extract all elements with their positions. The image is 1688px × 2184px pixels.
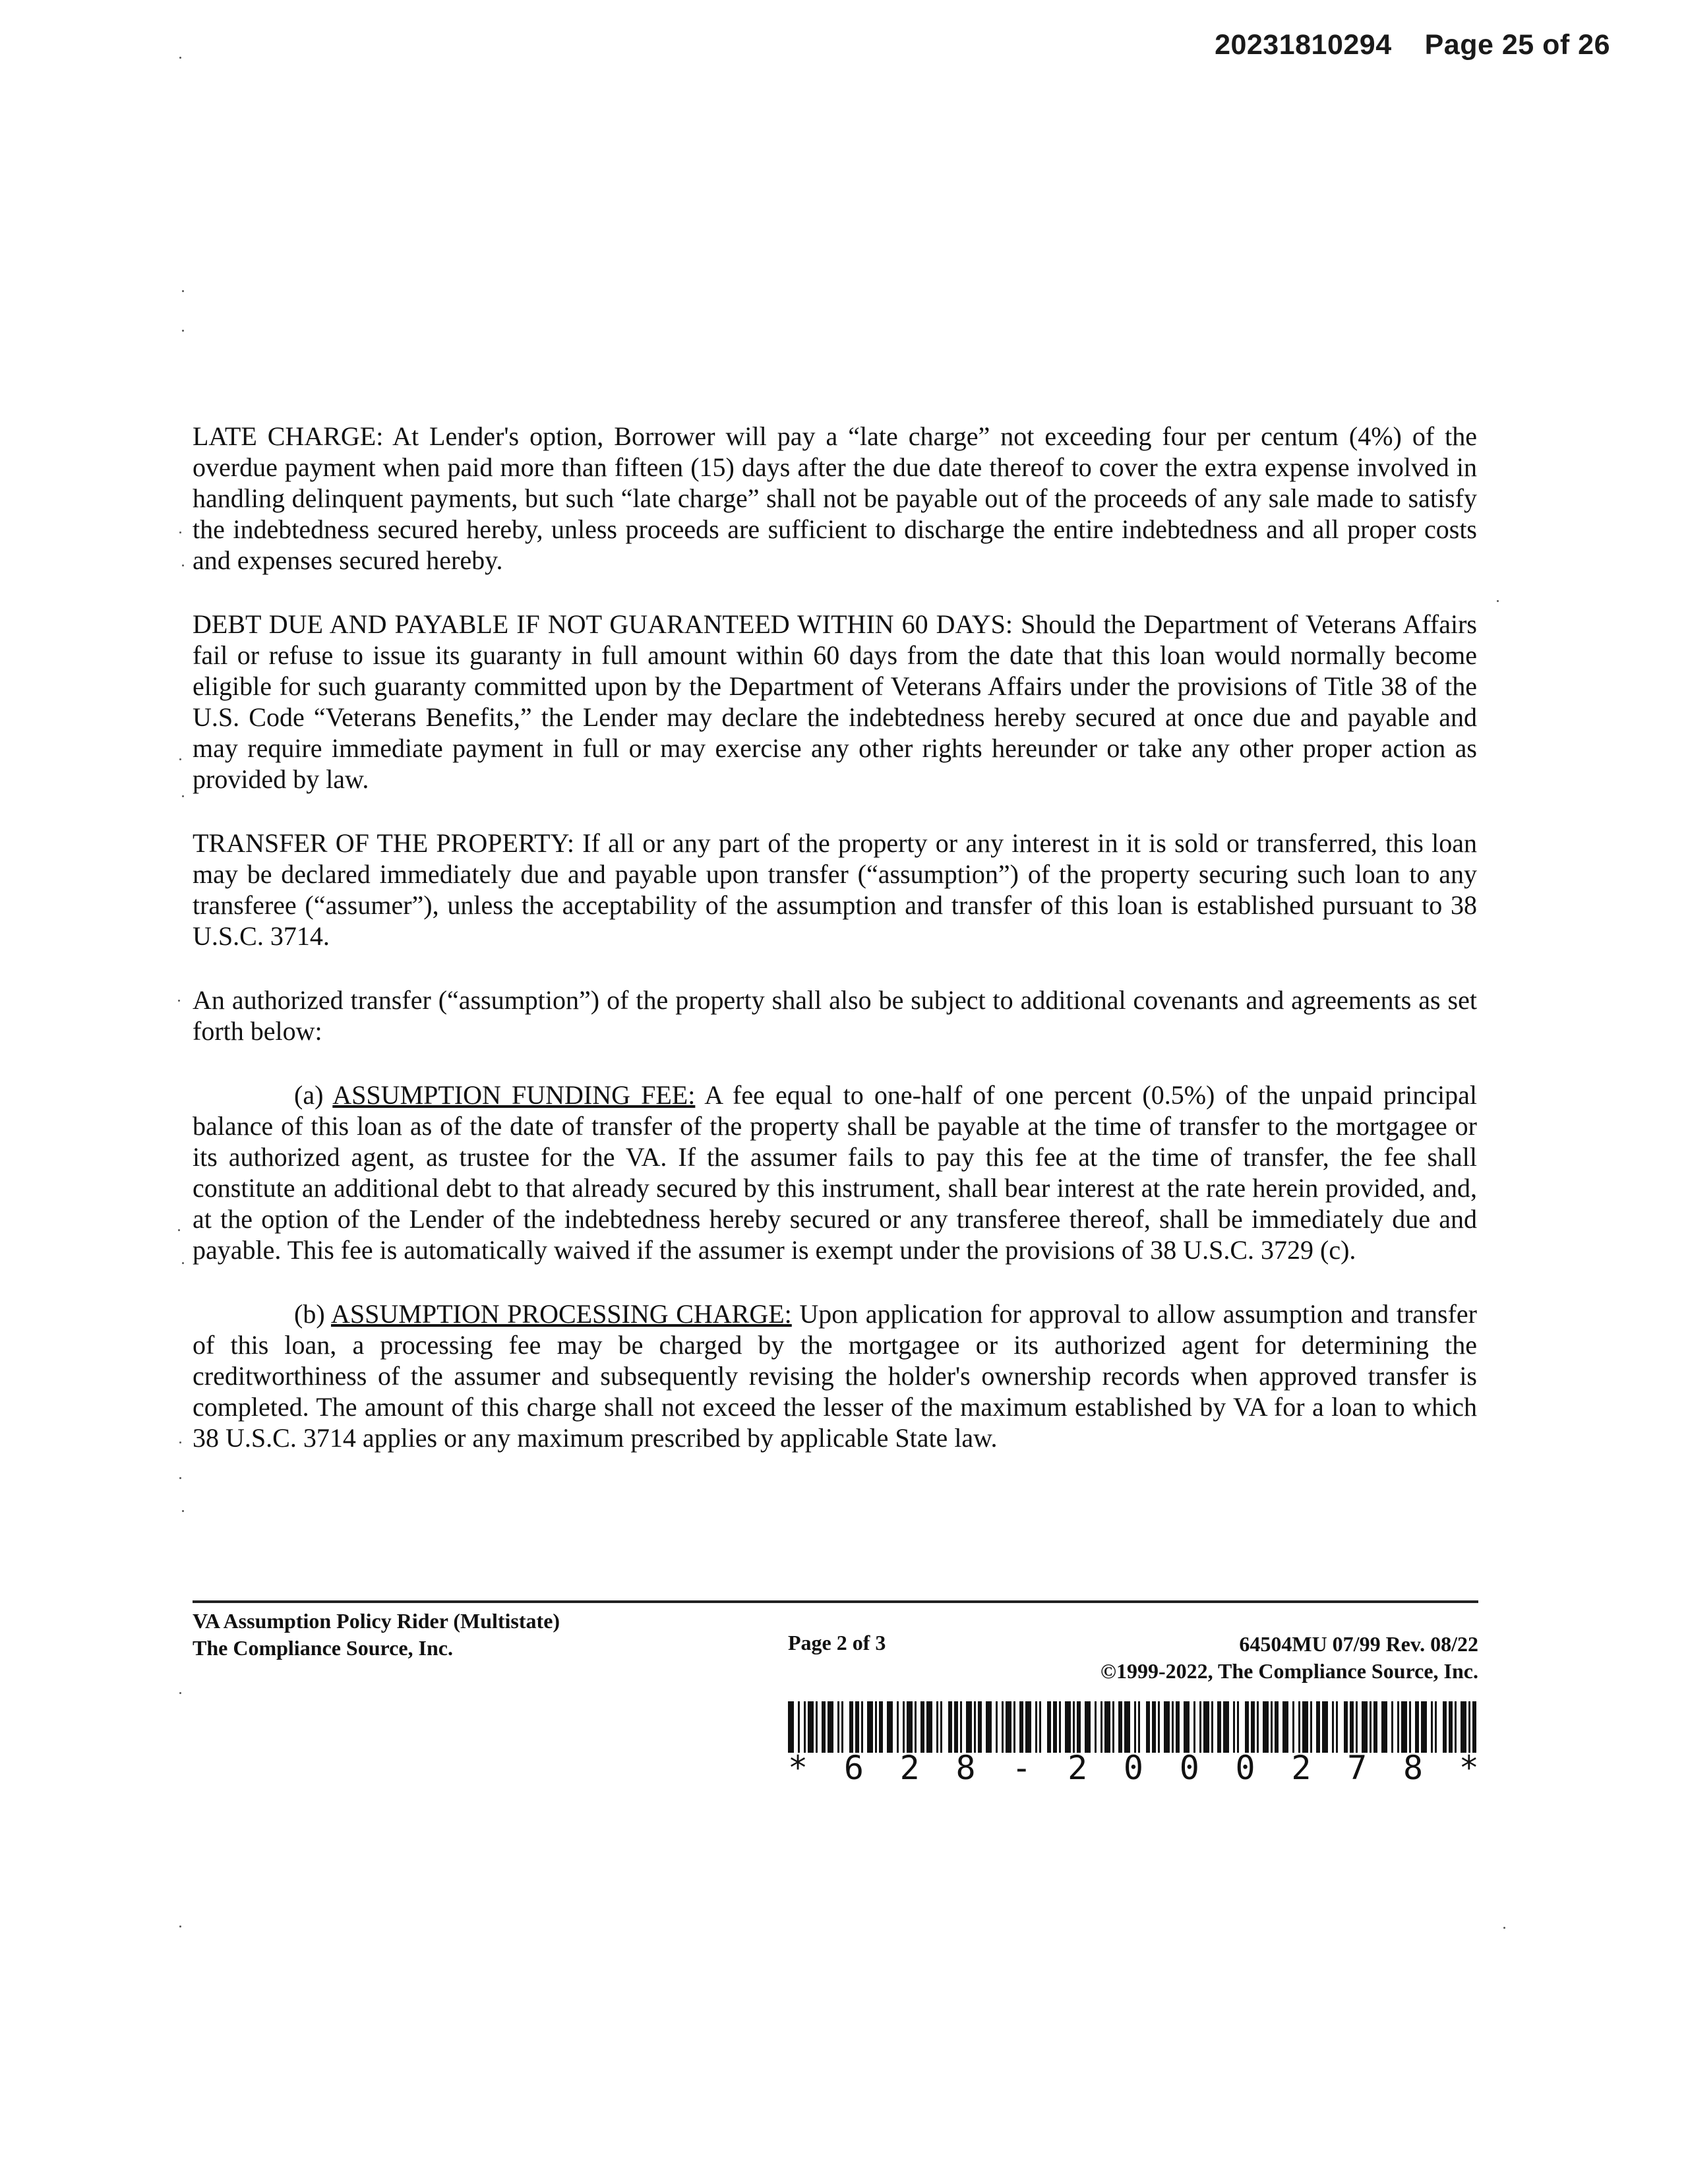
barcode-bar [1391, 1701, 1393, 1753]
footer-left [193, 1608, 560, 1662]
barcode-bar [1310, 1701, 1312, 1753]
scan-speck [1497, 600, 1499, 602]
footer-rule [193, 1600, 1478, 1603]
barcode-bar [1073, 1701, 1075, 1753]
barcode-bar [1112, 1701, 1114, 1753]
barcode-bar [1257, 1701, 1259, 1753]
barcode-bar [1039, 1701, 1041, 1753]
barcode-bar [1401, 1701, 1407, 1753]
barcode-bar [1356, 1701, 1358, 1753]
form-number: 64504MU 07/99 Rev. 08/22 [1239, 1632, 1478, 1656]
barcode-bar [1104, 1701, 1110, 1753]
authorized-transfer-paragraph: An authorized transfer (“assumption”) of the property shall also be subject to additional covenants and agreements as set forth below: [193, 985, 1477, 1046]
barcode-bar [1415, 1701, 1419, 1753]
barcode-bar [926, 1701, 932, 1753]
barcode-bar [861, 1701, 863, 1753]
barcode-bar [903, 1701, 905, 1753]
barcode-bar [1237, 1701, 1239, 1753]
barcode-bar [867, 1701, 873, 1753]
recording-number: 20231810294 [1215, 29, 1392, 61]
barcode-char: 8 [955, 1749, 976, 1787]
scan-speck [182, 330, 184, 332]
form-title: VA Assumption Policy Rider (Multistate) [193, 1609, 560, 1633]
barcode-bar [798, 1701, 800, 1753]
barcode-bar [1461, 1701, 1466, 1753]
barcode-bar [1065, 1701, 1071, 1753]
scan-speck [179, 1477, 181, 1479]
barcode-bar [948, 1701, 952, 1753]
barcode-bar [1362, 1701, 1368, 1753]
barcode-bar [1146, 1701, 1150, 1753]
barcode-bar [1292, 1701, 1294, 1753]
funding-fee-text: A fee equal to one-half of one percent (0.5%) of the unpaid principal balance of this loan as of the date of transfer of the property shall be payable at the time of transfer to the mortgagee or its authorized agent, as trustee for the VA. If the assumer fails to pay this fee at the time of transfer, the fee shall constitute an additional debt to that already secured by this instrument, shall bear interest at the rate herein provided, and, at the option of the Lender of the indebtedness hereby secured or any transferee thereof, shall be immediately due and payable. This fee is automatically waived if the assumer is exempt under the provisions of 38 U.S.C. 3729 (c). [193, 1080, 1477, 1265]
transfer-property-paragraph: TRANSFER OF THE PROPERTY: If all or any part of the property or any interest in it is sold or transferred, this loan may be declared immediately due and payable upon transfer (“assumption”) of the property securing such loan to any transferee (“assumer”), unless the acceptability of the assumption and transfer of this loan is established pursuant to 38 U.S.C. 3714. [193, 828, 1477, 951]
barcode-bar [1397, 1701, 1399, 1753]
scan-speck [179, 758, 181, 760]
barcode-char: 0 [1123, 1749, 1143, 1787]
barcode-bar [1431, 1701, 1433, 1753]
barcode-bar [879, 1701, 883, 1753]
barcode-bar [1134, 1701, 1136, 1753]
barcode-bar [1245, 1701, 1249, 1753]
barcode-bar [986, 1701, 992, 1753]
barcode-bar [954, 1701, 958, 1753]
barcode-bar [1199, 1701, 1201, 1753]
barcode-bar [855, 1701, 859, 1753]
scan-speck [182, 290, 184, 292]
barcode-bar [974, 1701, 976, 1753]
barcode-bar [1472, 1701, 1476, 1753]
barcode-bar [1158, 1701, 1160, 1753]
barcode-bar [920, 1701, 924, 1753]
barcode-bar [1381, 1701, 1387, 1753]
barcode-bar [1263, 1701, 1269, 1753]
barcode-bar [1373, 1701, 1377, 1753]
barcode-bar [1443, 1701, 1447, 1753]
barcode-bar [849, 1701, 853, 1753]
barcode-bar [1455, 1701, 1457, 1753]
barcode-bar [915, 1701, 917, 1753]
barcode-bar [1184, 1701, 1190, 1753]
barcode-bar [1053, 1701, 1057, 1753]
scan-speck [182, 564, 184, 566]
funding-fee-heading: ASSUMPTION FUNDING FEE: [332, 1080, 696, 1110]
barcode-char: 2 [1291, 1749, 1311, 1787]
late-charge-paragraph: LATE CHARGE: At Lender's option, Borrower will pay a “late charge” not exceeding four per centum (4%) of the overdue payment when paid more than fifteen (15) days after the due date thereof to cover the extra expense involved in handling delinquent payments, but such “late charge” shall not be payable out of the proceeds of any sale made to satisfy the indebtedness secured hereby, unless proceeds are sufficient to discharge the entire indebtedness and all proper costs and expenses secured hereby. [193, 421, 1477, 575]
barcode-bar [1124, 1701, 1130, 1753]
scan-speck [179, 1692, 181, 1694]
recording-header [1215, 29, 1610, 61]
barcode-bar [1350, 1701, 1354, 1753]
barcode-char: 0 [1235, 1749, 1255, 1787]
barcode-bar [1409, 1701, 1411, 1753]
barcode-bar [841, 1701, 843, 1753]
barcode-bar [996, 1701, 998, 1753]
processing-charge-heading: ASSUMPTION PROCESSING CHARGE: [330, 1299, 792, 1329]
barcode-char: 8 [1402, 1749, 1424, 1787]
barcode-bar [1152, 1701, 1156, 1753]
scan-speck [182, 1262, 184, 1264]
barcode-bar [1077, 1701, 1081, 1753]
barcode-bar [1002, 1701, 1004, 1753]
barcode-bar [1013, 1701, 1015, 1753]
barcode-char: * [788, 1749, 808, 1787]
document-body [193, 421, 1477, 1486]
barcode-bar [808, 1701, 814, 1753]
barcode-bar [1172, 1701, 1174, 1753]
barcode-bar [875, 1701, 877, 1753]
funding-fee-prefix: (a) [294, 1080, 333, 1110]
barcode-bar [1217, 1701, 1221, 1753]
barcode-bar [960, 1701, 962, 1753]
barcode-bar [907, 1701, 913, 1753]
barcode-bar [897, 1701, 899, 1753]
barcode-bar [1019, 1701, 1023, 1753]
footer-right [1100, 1631, 1478, 1685]
barcode-bar [1302, 1701, 1308, 1753]
barcode-bar [1211, 1701, 1213, 1753]
processing-charge-text: Upon application for approval to allow assumption and transfer of this loan, a processing fee may be charged by the mortgagee or its authorized agent for determining the creditworthiness of the assumer and subsequently revising the holder's ownership records when approved transfer is completed. The amount of this charge shall not exceed the lesser of the maximum established by VA for a loan to which 38 U.S.C. 3714 applies or any maximum prescribed by applicable State law. [193, 1299, 1477, 1453]
scan-speck [1503, 1927, 1505, 1929]
barcode-bar [804, 1701, 806, 1753]
barcode-bar [1421, 1701, 1427, 1753]
barcode-bar [1435, 1701, 1437, 1753]
barcode-char: - [1011, 1749, 1032, 1787]
barcode-bar [1085, 1701, 1091, 1753]
funding-fee-paragraph [193, 1079, 1477, 1265]
barcode-bar [1047, 1701, 1051, 1753]
barcode-bar [1223, 1701, 1229, 1753]
debt-due-paragraph: DEBT DUE AND PAYABLE IF NOT GUARANTEED WITHIN 60 DAYS: Should the Department of Veterans Affairs fail or refuse to issue its guaranty in full amount within 60 days from the date that this loan would normally become eligible for such guaranty committed upon by the Department of Veterans Affairs under the provisions of Title 38 of the U.S. Code “Veterans Benefits,” the Lender may declare the indebtedness hereby secured at once due and payable and may require immediate payment in full or may exercise any other rights hereunder or take any other proper action as provided by law. [193, 609, 1477, 794]
barcode-bar [1138, 1701, 1140, 1753]
barcode-char: 2 [1068, 1749, 1088, 1787]
barcode-bar [1251, 1701, 1255, 1753]
barcode-bar [1035, 1701, 1037, 1753]
barcode-caption [788, 1749, 1479, 1787]
barcode-bar [1468, 1701, 1470, 1753]
barcode-bar [978, 1701, 982, 1753]
page-label: Page 25 of 26 [1424, 29, 1610, 61]
barcode-bar [936, 1701, 938, 1753]
scan-speck [179, 1926, 181, 1927]
barcode-bar [1176, 1701, 1180, 1753]
barcode-bar [1025, 1701, 1031, 1753]
processing-charge-prefix: (b) [294, 1299, 331, 1329]
barcode-bar [1344, 1701, 1348, 1753]
barcode-bar [1164, 1701, 1170, 1753]
barcode-bar [1100, 1701, 1102, 1753]
barcode-bar [1336, 1701, 1338, 1753]
scan-speck [182, 795, 184, 797]
barcode-char: 0 [1179, 1749, 1199, 1787]
barcode-bar [1275, 1701, 1279, 1753]
barcode-bar [1322, 1701, 1328, 1753]
barcode-bar [837, 1701, 839, 1753]
barcode-char: 7 [1347, 1749, 1368, 1787]
barcode-bar [1118, 1701, 1122, 1753]
barcode-bar [1370, 1701, 1372, 1753]
processing-charge-paragraph [193, 1298, 1477, 1453]
company-name: The Compliance Source, Inc. [193, 1636, 453, 1660]
barcode-bar [1233, 1701, 1235, 1753]
barcode-bar [816, 1701, 818, 1753]
scan-speck [179, 57, 181, 59]
barcode-bar [1095, 1701, 1097, 1753]
barcode-bar [788, 1701, 794, 1753]
barcode-char: * [1459, 1749, 1479, 1787]
barcode-bar [966, 1701, 972, 1753]
barcode-bar [1298, 1701, 1300, 1753]
barcode-bar [1332, 1701, 1334, 1753]
barcode-char: 6 [843, 1749, 864, 1787]
scan-speck [178, 1000, 180, 1002]
barcode [788, 1701, 1479, 1753]
barcode-bar [1203, 1701, 1209, 1753]
footer-page-number: Page 2 of 3 [788, 1631, 886, 1654]
scan-speck [179, 531, 181, 533]
barcode-bar [1059, 1701, 1061, 1753]
scan-speck [182, 1510, 184, 1512]
barcode-char: 2 [899, 1749, 920, 1787]
barcode-bar [822, 1701, 826, 1753]
barcode-bar [1282, 1701, 1288, 1753]
barcode-bar [940, 1701, 942, 1753]
barcode-bar [1316, 1701, 1320, 1753]
copyright: ©1999-2022, The Compliance Source, Inc. [1100, 1659, 1478, 1683]
barcode-bar [1449, 1701, 1453, 1753]
scan-speck [178, 1229, 180, 1231]
scan-speck [179, 1441, 181, 1443]
barcode-bar [1193, 1701, 1195, 1753]
barcode-bar [828, 1701, 833, 1753]
barcode-bar [1006, 1701, 1011, 1753]
barcode-bar [1271, 1701, 1273, 1753]
barcode-bar [887, 1701, 893, 1753]
